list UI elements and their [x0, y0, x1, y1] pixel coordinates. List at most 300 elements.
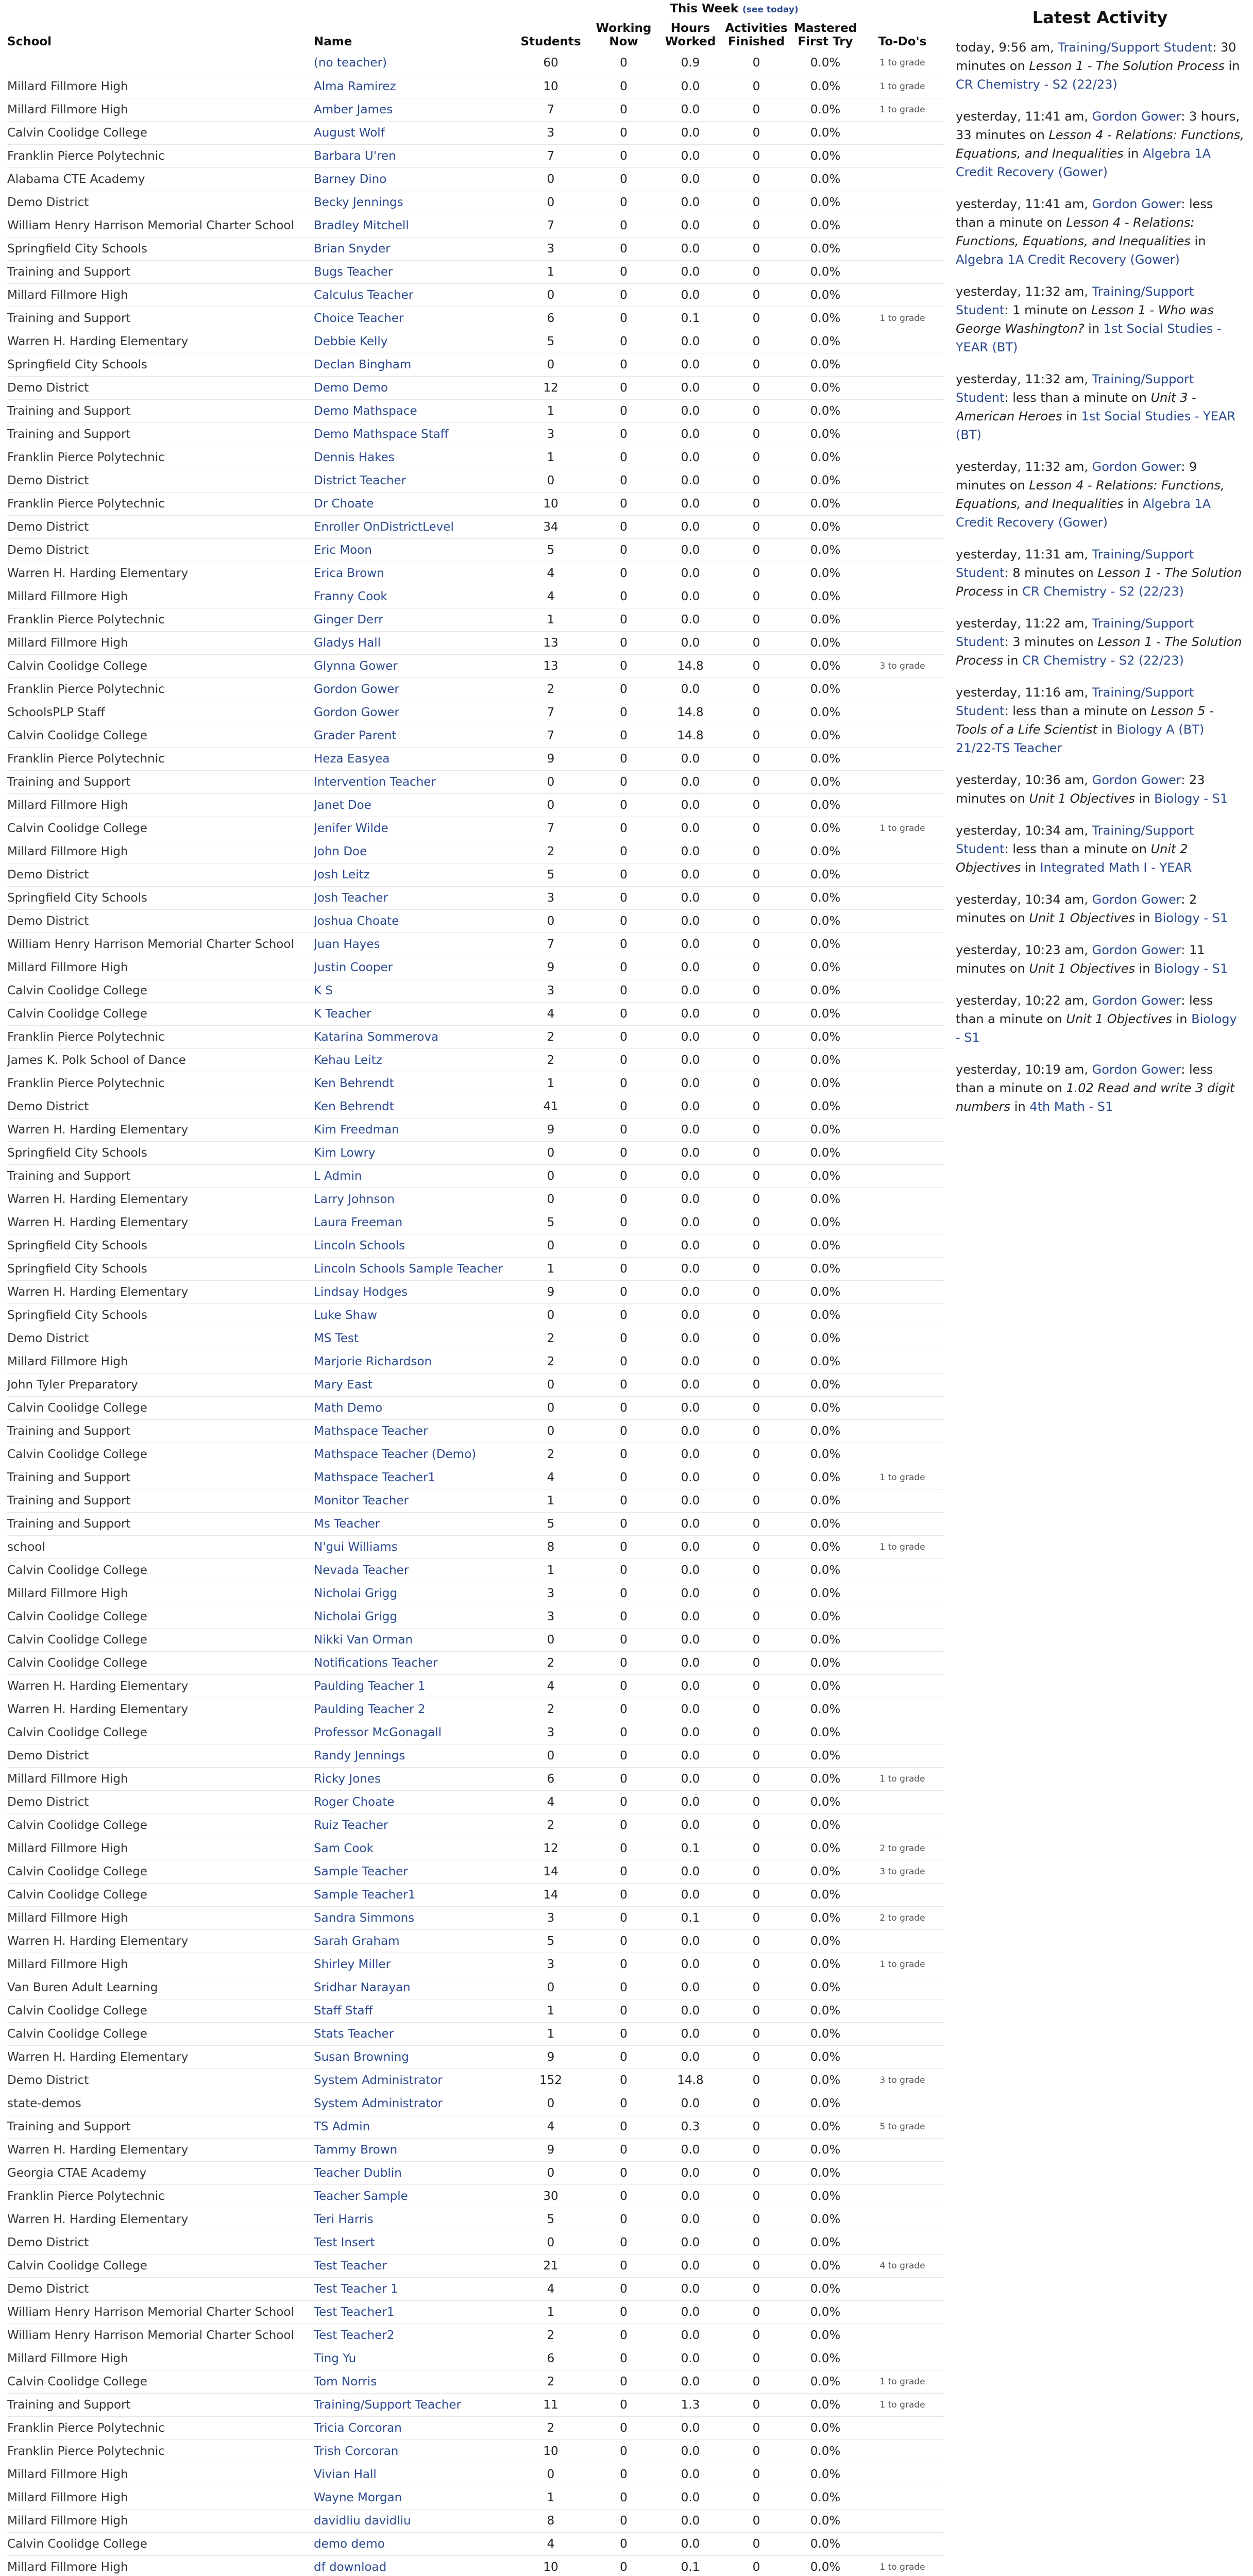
- teacher-name-link[interactable]: Ken Behrendt: [314, 1099, 394, 1113]
- teacher-name-link[interactable]: Dennis Hakes: [314, 450, 395, 464]
- teacher-name-link[interactable]: Amber James: [314, 103, 393, 116]
- todo-link[interactable]: [861, 2347, 944, 2370]
- hours-worked-cell: 0.0: [681, 103, 700, 116]
- column-header-name[interactable]: Name: [314, 35, 352, 48]
- todo-link[interactable]: [861, 538, 944, 562]
- todo-link[interactable]: [861, 2277, 944, 2300]
- teacher-name-link[interactable]: davidliu davidliu: [314, 2514, 411, 2528]
- activity-course-link[interactable]: Biology - S1: [1154, 961, 1228, 976]
- todo-link[interactable]: [861, 1118, 944, 1141]
- todo-link[interactable]: [861, 2509, 944, 2532]
- todo-link[interactable]: 4 to grade: [879, 2260, 925, 2271]
- working-now-cell: 0: [620, 1262, 628, 1276]
- activity-student-link[interactable]: Gordon Gower: [1092, 1062, 1181, 1077]
- teacher-name-link[interactable]: Sam Cook: [314, 1841, 374, 1855]
- todo-link[interactable]: [861, 747, 944, 770]
- teacher-name-link[interactable]: Lindsay Hodges: [314, 1285, 408, 1299]
- todo-link[interactable]: [861, 1883, 944, 1906]
- todo-link[interactable]: [861, 608, 944, 631]
- teacher-name-link[interactable]: Notifications Teacher: [314, 1656, 438, 1670]
- hours-worked-cell: 14.8: [677, 728, 704, 742]
- activity-student-link[interactable]: Training/Support Student: [956, 547, 1194, 580]
- teacher-name-link[interactable]: Lincoln Schools Sample Teacher: [314, 1262, 503, 1276]
- todo-link[interactable]: 1 to grade: [879, 104, 925, 115]
- teacher-name-link[interactable]: Sample Teacher1: [314, 1888, 416, 1902]
- activity-course-link[interactable]: Biology - S1: [1154, 791, 1228, 806]
- todo-link[interactable]: [861, 2300, 944, 2324]
- todo-link[interactable]: [861, 2045, 944, 2069]
- teacher-name-link[interactable]: Bugs Teacher: [314, 265, 393, 279]
- activity-course-link[interactable]: Algebra 1A Credit Recovery (Gower): [956, 146, 1211, 179]
- activity-course-link[interactable]: 1st Social Studies - YEAR (BT): [956, 321, 1222, 354]
- todo-link[interactable]: [861, 2231, 944, 2254]
- teacher-name-link[interactable]: Tom Norris: [314, 2375, 377, 2388]
- todo-link[interactable]: [861, 330, 944, 353]
- teacher-name-link[interactable]: Teacher Sample: [314, 2189, 408, 2203]
- activity-student-link[interactable]: Gordon Gower: [1092, 773, 1181, 787]
- table-row: [7, 1466, 944, 1489]
- todo-link[interactable]: 2 to grade: [879, 1843, 925, 1854]
- activity-course-link[interactable]: Biology - S1: [956, 1012, 1237, 1045]
- todo-link[interactable]: [861, 1303, 944, 1327]
- activity-course-link[interactable]: Integrated Math I - YEAR: [1040, 860, 1192, 875]
- teacher-name-link[interactable]: Demo Mathspace: [314, 404, 417, 418]
- teacher-name-link[interactable]: Nikki Van Orman: [314, 1633, 413, 1647]
- todo-link[interactable]: 3 to grade: [879, 1866, 925, 1877]
- teacher-name-link[interactable]: Enroller OnDistrictLevel: [314, 520, 454, 534]
- working-now-cell: 0: [620, 520, 628, 534]
- working-now-cell: 0: [620, 1447, 628, 1461]
- todo-link[interactable]: 1 to grade: [879, 1773, 925, 1784]
- activities-finished-cell: 0: [752, 358, 760, 371]
- activity-student-link[interactable]: Training/Support Student: [956, 685, 1194, 718]
- todo-link[interactable]: [861, 469, 944, 492]
- teacher-name-link[interactable]: Gladys Hall: [314, 636, 381, 650]
- activity-course-link[interactable]: CR Chemistry - S2 (22/23): [956, 77, 1117, 92]
- todo-link[interactable]: [861, 933, 944, 956]
- teacher-name-link[interactable]: Teri Harris: [314, 2212, 374, 2226]
- students-cell: 41: [543, 1099, 558, 1113]
- todo-link[interactable]: 1 to grade: [879, 58, 925, 69]
- activity-student-link[interactable]: Training/Support Student: [956, 616, 1194, 649]
- teacher-name-link[interactable]: Ruiz Teacher: [314, 1818, 388, 1832]
- teacher-name-link[interactable]: Janet Doe: [314, 798, 371, 812]
- teacher-name-link[interactable]: K S: [314, 984, 333, 997]
- hours-worked-cell: 0.0: [681, 1679, 700, 1693]
- todo-link[interactable]: [861, 2532, 944, 2555]
- teacher-name-link[interactable]: Josh Teacher: [314, 891, 388, 905]
- activity-student-link[interactable]: Gordon Gower: [1092, 109, 1181, 124]
- todo-link[interactable]: [861, 631, 944, 654]
- teacher-name-link[interactable]: Test Teacher1: [314, 2305, 395, 2319]
- teacher-name-link[interactable]: K Teacher: [314, 1007, 371, 1021]
- todo-link[interactable]: [861, 956, 944, 979]
- teacher-name-link[interactable]: Ken Behrendt: [314, 1076, 394, 1090]
- todo-link[interactable]: [861, 1280, 944, 1303]
- teacher-name-link[interactable]: Mathspace Teacher (Demo): [314, 1447, 477, 1461]
- todo-link[interactable]: [861, 1698, 944, 1721]
- teacher-name-link[interactable]: August Wolf: [314, 126, 385, 140]
- column-header-working-now[interactable]: [589, 15, 658, 52]
- students-cell: 2: [547, 1354, 555, 1368]
- teacher-name-link[interactable]: District Teacher: [314, 473, 407, 487]
- column-header-students[interactable]: Students: [520, 35, 581, 48]
- teacher-name-link[interactable]: Grader Parent: [314, 728, 397, 742]
- teacher-name-link[interactable]: Eric Moon: [314, 543, 372, 557]
- teacher-name-link[interactable]: Nicholai Grigg: [314, 1609, 397, 1623]
- school-cell: Training and Support: [7, 427, 131, 441]
- teacher-name-link[interactable]: MS Test: [314, 1331, 359, 1345]
- todo-link[interactable]: [861, 1744, 944, 1767]
- activity-student-link[interactable]: Training/Support Student: [1058, 40, 1213, 55]
- todo-link[interactable]: [861, 2416, 944, 2439]
- todo-link[interactable]: 5 to grade: [879, 2121, 925, 2132]
- table-row: [7, 1651, 944, 1674]
- teacher-name-link[interactable]: Vivian Hall: [314, 2467, 377, 2481]
- activity-course-link[interactable]: Algebra 1A Credit Recovery (Gower): [956, 252, 1180, 267]
- teacher-name-link[interactable]: Roger Choate: [314, 1795, 395, 1809]
- working-now-cell: 0: [620, 2050, 628, 2064]
- teacher-name-link[interactable]: Test Insert: [314, 2235, 375, 2249]
- todo-link[interactable]: [861, 793, 944, 817]
- teacher-name-link[interactable]: Stats Teacher: [314, 2027, 394, 2041]
- todo-link[interactable]: 1 to grade: [879, 2399, 925, 2410]
- todo-link[interactable]: [861, 492, 944, 515]
- teacher-name-link[interactable]: John Doe: [314, 844, 367, 858]
- todo-link[interactable]: [861, 1396, 944, 1419]
- teacher-name-link[interactable]: Randy Jennings: [314, 1749, 405, 1762]
- teacher-name-link[interactable]: Mary East: [314, 1378, 372, 1392]
- todo-link[interactable]: [861, 1674, 944, 1698]
- todo-link[interactable]: [861, 214, 944, 237]
- teacher-name-link[interactable]: Susan Browning: [314, 2050, 409, 2064]
- todo-link[interactable]: [861, 376, 944, 399]
- teacher-name-link[interactable]: Paulding Teacher 1: [314, 1679, 426, 1693]
- teacher-name-link[interactable]: Shirley Miller: [314, 1957, 391, 1971]
- teacher-name-link[interactable]: Laura Freeman: [314, 1215, 403, 1229]
- school-cell: Franklin Pierce Polytechnic: [7, 497, 165, 511]
- todo-link[interactable]: [861, 724, 944, 747]
- working-now-cell: 0: [620, 705, 628, 719]
- teacher-name-link[interactable]: Becky Jennings: [314, 195, 403, 209]
- todo-link[interactable]: [861, 562, 944, 585]
- teacher-name-link[interactable]: Sandra Simmons: [314, 1911, 415, 1925]
- todo-link[interactable]: [861, 353, 944, 376]
- todo-link[interactable]: [861, 585, 944, 608]
- todo-link[interactable]: [861, 1651, 944, 1674]
- column-header-school[interactable]: School: [7, 35, 52, 48]
- todo-link[interactable]: [861, 1814, 944, 1837]
- working-now-cell: 0: [620, 1494, 628, 1507]
- todo-link[interactable]: 2 to grade: [879, 1912, 925, 1923]
- mastered-first-try-cell: 0.0%: [810, 1331, 841, 1345]
- teacher-name-link[interactable]: Alma Ramirez: [314, 79, 396, 93]
- teacher-name-link[interactable]: Glynna Gower: [314, 659, 398, 673]
- todo-link[interactable]: [861, 237, 944, 260]
- todo-link[interactable]: [861, 2486, 944, 2509]
- todo-link[interactable]: [861, 1072, 944, 1095]
- teacher-name-link[interactable]: Test Teacher2: [314, 2328, 395, 2342]
- teacher-name-link[interactable]: Nevada Teacher: [314, 1563, 409, 1577]
- teacher-name-link[interactable]: (no teacher): [314, 56, 387, 70]
- teacher-name-link[interactable]: Ginger Derr: [314, 613, 383, 626]
- hours-worked-cell: 0.0: [681, 1494, 700, 1507]
- todo-link[interactable]: [861, 167, 944, 191]
- column-header-hours-worked[interactable]: [658, 15, 723, 52]
- todo-link[interactable]: 1 to grade: [879, 81, 925, 92]
- todo-link[interactable]: [861, 863, 944, 886]
- column-header-hours-worked-line2: Worked: [665, 35, 716, 48]
- todo-link[interactable]: [861, 283, 944, 307]
- todo-link[interactable]: [861, 840, 944, 863]
- working-now-cell: 0: [620, 1239, 628, 1252]
- todo-link[interactable]: 1 to grade: [879, 1472, 925, 1483]
- todo-link[interactable]: [861, 2092, 944, 2115]
- activity-student-link[interactable]: Gordon Gower: [1092, 892, 1181, 907]
- todo-link[interactable]: [861, 1002, 944, 1025]
- todo-link[interactable]: [861, 121, 944, 144]
- teacher-name-link[interactable]: Ting Yu: [314, 2351, 357, 2365]
- todo-link[interactable]: [861, 1025, 944, 1048]
- todo-link[interactable]: 1 to grade: [879, 1541, 925, 1552]
- todo-link[interactable]: [861, 677, 944, 701]
- todo-link[interactable]: 1 to grade: [879, 313, 925, 324]
- activity-course-link[interactable]: Biology A (BT) 21/22-TS Teacher: [956, 722, 1205, 755]
- todo-link[interactable]: 1 to grade: [879, 1959, 925, 1970]
- teacher-name-link[interactable]: N'gui Williams: [314, 1540, 398, 1554]
- mastered-first-try-cell: 0.0%: [810, 659, 841, 673]
- teacher-name-link[interactable]: Josh Leitz: [314, 868, 370, 882]
- todo-link[interactable]: [861, 1373, 944, 1396]
- teacher-name-link[interactable]: Justin Cooper: [314, 960, 393, 974]
- table-row: [7, 1929, 944, 1953]
- school-cell: state-demos: [7, 2096, 81, 2110]
- activity-course-link[interactable]: CR Chemistry - S2 (22/23): [1022, 653, 1184, 668]
- activity-student-link[interactable]: Training/Support Student: [956, 823, 1194, 856]
- todo-link[interactable]: [861, 399, 944, 422]
- todo-link[interactable]: [861, 979, 944, 1002]
- todo-link[interactable]: [861, 515, 944, 538]
- teacher-name-link[interactable]: Larry Johnson: [314, 1192, 395, 1206]
- teacher-name-link[interactable]: Sridhar Narayan: [314, 1980, 411, 1994]
- todo-link[interactable]: [861, 2439, 944, 2463]
- working-now-cell: 0: [620, 1470, 628, 1484]
- teacher-name-link[interactable]: Kehau Leitz: [314, 1053, 382, 1067]
- todo-link[interactable]: [861, 422, 944, 446]
- todo-link[interactable]: [861, 2184, 944, 2208]
- todo-link[interactable]: 1 to grade: [879, 2562, 925, 2572]
- teacher-name-link[interactable]: Ricky Jones: [314, 1772, 381, 1786]
- todo-link[interactable]: [861, 1234, 944, 1257]
- teacher-name-link[interactable]: Tammy Brown: [314, 2143, 398, 2157]
- students-cell: 7: [547, 821, 555, 835]
- todo-link[interactable]: [861, 2022, 944, 2045]
- todo-link[interactable]: [861, 2463, 944, 2486]
- teacher-name-link[interactable]: Calculus Teacher: [314, 288, 414, 302]
- teacher-name-link[interactable]: Demo Demo: [314, 381, 388, 395]
- todo-link[interactable]: [861, 144, 944, 167]
- teacher-name-link[interactable]: Heza Easyea: [314, 752, 390, 766]
- todo-link[interactable]: [861, 1721, 944, 1744]
- see-today-link[interactable]: (see today): [742, 5, 799, 15]
- teacher-name-link[interactable]: Franny Cook: [314, 589, 387, 603]
- teacher-name-link[interactable]: df download: [314, 2560, 387, 2574]
- students-cell: 5: [547, 1517, 555, 1531]
- teacher-name-link[interactable]: Paulding Teacher 2: [314, 1702, 426, 1716]
- teacher-name-link[interactable]: Debbie Kelly: [314, 334, 388, 348]
- activity-student-link[interactable]: Training/Support Student: [956, 372, 1194, 405]
- activities-finished-cell: 0: [752, 1030, 760, 1044]
- working-now-cell: 0: [620, 984, 628, 997]
- teacher-name-link[interactable]: Intervention Teacher: [314, 775, 436, 789]
- teacher-name-link[interactable]: Joshua Choate: [314, 914, 399, 928]
- teacher-name-link[interactable]: Barney Dino: [314, 172, 387, 186]
- activity-course-link[interactable]: 1st Social Studies - YEAR (BT): [956, 409, 1236, 442]
- teacher-name-link[interactable]: Mathspace Teacher: [314, 1424, 428, 1438]
- teacher-name-link[interactable]: Test Teacher: [314, 2259, 387, 2273]
- todo-link[interactable]: [861, 701, 944, 724]
- teacher-name-link[interactable]: Kim Lowry: [314, 1146, 376, 1160]
- working-now-cell: 0: [620, 1725, 628, 1739]
- school-cell: Franklin Pierce Polytechnic: [7, 2444, 165, 2458]
- teacher-name-link[interactable]: Sarah Graham: [314, 1934, 400, 1948]
- todo-link[interactable]: [861, 1628, 944, 1651]
- todo-link[interactable]: [861, 1999, 944, 2022]
- todo-link[interactable]: [861, 1790, 944, 1814]
- todo-link[interactable]: [861, 1512, 944, 1535]
- todo-link[interactable]: [861, 1095, 944, 1118]
- teacher-name-link[interactable]: System Administrator: [314, 2073, 443, 2087]
- column-header-activities-finished-line1: Activities: [725, 22, 788, 35]
- todo-link[interactable]: [861, 1929, 944, 1953]
- teacher-name-link[interactable]: Math Demo: [314, 1401, 383, 1415]
- students-cell: 13: [543, 636, 558, 650]
- todo-link[interactable]: [861, 1257, 944, 1280]
- todo-link[interactable]: [861, 260, 944, 283]
- todo-link[interactable]: [861, 2324, 944, 2347]
- activity-student-link[interactable]: Gordon Gower: [1092, 460, 1181, 474]
- teacher-name-link[interactable]: Declan Bingham: [314, 358, 412, 371]
- teacher-name-link[interactable]: Bradley Mitchell: [314, 218, 409, 232]
- todo-link[interactable]: [861, 2208, 944, 2231]
- teacher-name-link[interactable]: Teacher Dublin: [314, 2166, 402, 2180]
- activity-time: yesterday, 10:34 am,: [956, 892, 1092, 907]
- teacher-name-link[interactable]: Test Teacher 1: [314, 2282, 398, 2296]
- mastered-first-try-cell: 0.0%: [810, 1517, 841, 1531]
- activity-course-link[interactable]: Algebra 1A Credit Recovery (Gower): [956, 497, 1211, 530]
- activity-course-link[interactable]: CR Chemistry - S2 (22/23): [1022, 584, 1184, 599]
- activity-course-link[interactable]: Biology - S1: [1154, 911, 1228, 925]
- teacher-name-link[interactable]: Kim Freedman: [314, 1123, 399, 1137]
- teacher-name-link[interactable]: Dr Choate: [314, 497, 374, 511]
- todo-link[interactable]: [861, 1558, 944, 1582]
- teacher-name-link[interactable]: Luke Shaw: [314, 1308, 378, 1322]
- teacher-name-link[interactable]: Erica Brown: [314, 566, 384, 580]
- teacher-name-link[interactable]: Barbara U'ren: [314, 149, 396, 163]
- todo-link[interactable]: [861, 1419, 944, 1443]
- teacher-name-link[interactable]: Marjorie Richardson: [314, 1354, 432, 1368]
- todo-link[interactable]: [861, 1211, 944, 1234]
- todo-link[interactable]: 1 to grade: [879, 823, 925, 834]
- teacher-name-link[interactable]: Monitor Teacher: [314, 1494, 409, 1507]
- todo-link[interactable]: [861, 886, 944, 909]
- teacher-name-link[interactable]: Demo Mathspace Staff: [314, 427, 449, 441]
- activity-student-link[interactable]: Gordon Gower: [1092, 993, 1181, 1008]
- todo-link[interactable]: [861, 1327, 944, 1350]
- todo-link[interactable]: [861, 1605, 944, 1628]
- todo-link[interactable]: [861, 2161, 944, 2184]
- todo-link[interactable]: [861, 1164, 944, 1188]
- teacher-name-link[interactable]: demo demo: [314, 2537, 385, 2551]
- teacher-name-link[interactable]: Sample Teacher: [314, 1865, 408, 1878]
- students-cell: 7: [547, 728, 555, 742]
- working-now-cell: 0: [620, 1169, 628, 1183]
- teacher-name-link[interactable]: Gordon Gower: [314, 705, 399, 719]
- todo-link[interactable]: [861, 191, 944, 214]
- hours-worked-cell: 0.0: [681, 1146, 700, 1160]
- teacher-name-link[interactable]: Nicholai Grigg: [314, 1586, 397, 1600]
- todo-link[interactable]: 1 to grade: [879, 2376, 925, 2387]
- todo-link[interactable]: [861, 1443, 944, 1466]
- teacher-name-link[interactable]: Tricia Corcoran: [314, 2421, 402, 2435]
- teacher-name-link[interactable]: Lincoln Schools: [314, 1239, 405, 1252]
- activity-student-link[interactable]: Gordon Gower: [1092, 197, 1181, 211]
- teacher-name-link[interactable]: Choice Teacher: [314, 311, 404, 325]
- todo-link[interactable]: 3 to grade: [879, 660, 925, 671]
- todo-link[interactable]: [861, 1976, 944, 1999]
- todo-link[interactable]: [861, 1048, 944, 1072]
- students-cell: 2: [547, 1030, 555, 1044]
- teacher-name-link[interactable]: Training/Support Teacher: [314, 2398, 461, 2412]
- teacher-name-link[interactable]: Ms Teacher: [314, 1517, 380, 1531]
- todo-link[interactable]: [861, 1141, 944, 1164]
- table-row: [7, 933, 944, 956]
- todo-link[interactable]: [861, 1188, 944, 1211]
- activity-student-link[interactable]: Training/Support Student: [956, 284, 1194, 317]
- activity-course-link[interactable]: 4th Math - S1: [1029, 1099, 1113, 1114]
- todo-link[interactable]: [861, 770, 944, 793]
- teacher-name-link[interactable]: Jenifer Wilde: [314, 821, 388, 835]
- todo-link[interactable]: [861, 446, 944, 469]
- column-header-mastered-first-try[interactable]: [790, 15, 861, 52]
- teacher-name-link[interactable]: Gordon Gower: [314, 682, 399, 696]
- working-now-cell: 0: [620, 1146, 628, 1160]
- teacher-name-link[interactable]: Mathspace Teacher1: [314, 1470, 436, 1484]
- teacher-name-link[interactable]: Brian Snyder: [314, 242, 391, 256]
- table-row: [7, 2532, 944, 2555]
- teacher-name-link[interactable]: Professor McGonagall: [314, 1725, 442, 1739]
- teacher-name-link[interactable]: System Administrator: [314, 2096, 443, 2110]
- teacher-name-link[interactable]: Wayne Morgan: [314, 2490, 402, 2504]
- todo-link[interactable]: [861, 1489, 944, 1512]
- teacher-name-link[interactable]: Staff Staff: [314, 2004, 373, 2018]
- teacher-name-link[interactable]: L Admin: [314, 1169, 362, 1183]
- todo-link[interactable]: [861, 909, 944, 933]
- todo-link[interactable]: 3 to grade: [879, 2075, 925, 2086]
- working-now-cell: 0: [620, 2189, 628, 2203]
- teacher-name-link[interactable]: Katarina Sommerova: [314, 1030, 439, 1044]
- teacher-name-link[interactable]: Juan Hayes: [314, 937, 380, 951]
- todo-link[interactable]: [861, 1582, 944, 1605]
- todo-link[interactable]: [861, 1350, 944, 1373]
- column-header-todos[interactable]: To-Do's: [878, 35, 927, 48]
- activity-student-link[interactable]: Gordon Gower: [1092, 943, 1181, 957]
- column-header-activities-finished[interactable]: [723, 15, 790, 52]
- hours-worked-cell: 0.0: [681, 1934, 700, 1948]
- teacher-name-link[interactable]: Trish Corcoran: [314, 2444, 399, 2458]
- teacher-name-link[interactable]: TS Admin: [314, 2120, 370, 2133]
- todo-link[interactable]: [861, 2138, 944, 2161]
